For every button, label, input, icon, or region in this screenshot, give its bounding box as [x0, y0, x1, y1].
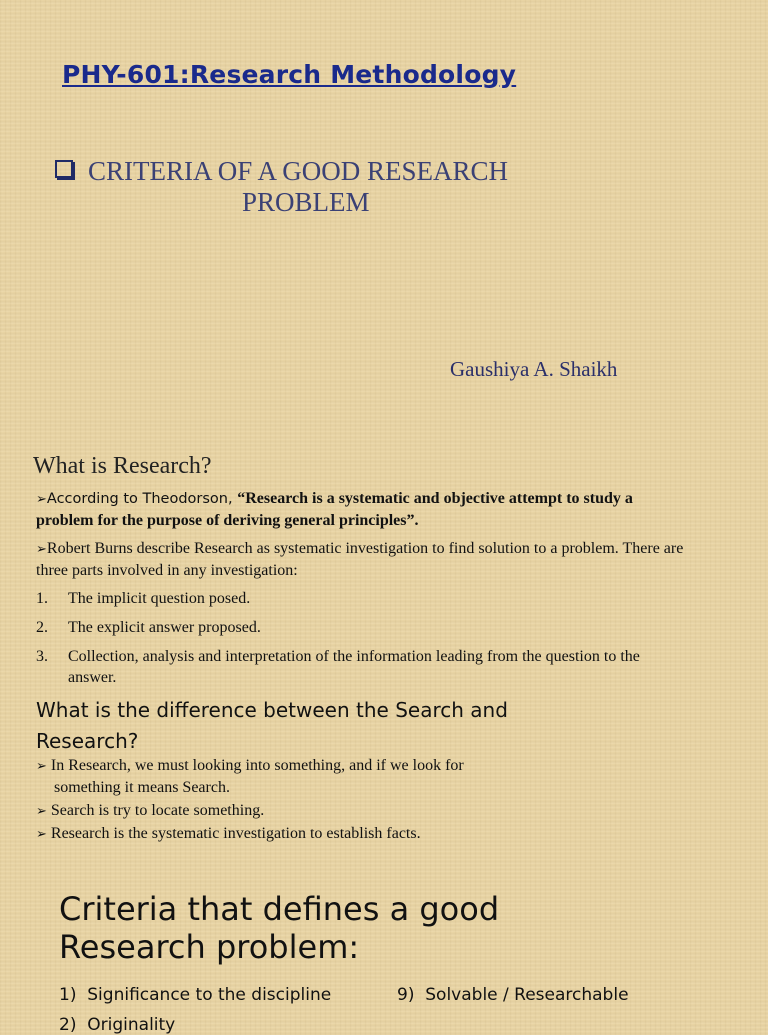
burns-definition	[36, 538, 696, 581]
theodorson-intro: According to Theodorson,	[46, 491, 238, 507]
list-text: The implicit question posed.	[68, 590, 251, 607]
list-text: Search is try to locate something.	[50, 802, 265, 819]
arrow-bullet-icon: ➢	[36, 542, 47, 557]
list-item	[36, 646, 676, 690]
list-number: 3.	[36, 648, 48, 665]
list-item	[36, 588, 676, 610]
list-item	[36, 755, 576, 798]
criteria-number: 1)	[59, 985, 77, 1005]
arrow-bullet-icon: ➢	[36, 759, 47, 774]
list-item	[36, 823, 421, 845]
list-number: 1.	[36, 590, 48, 607]
list-item	[36, 800, 264, 822]
criteria-text: Originality	[87, 1015, 176, 1035]
list-number: 2.	[36, 619, 48, 636]
list-text: Research is the systematic investigation to establish facts.	[50, 825, 421, 842]
heading-what-is-research: What is Research?	[33, 453, 212, 479]
theodorson-definition	[36, 488, 676, 531]
list-text-continued: something it means Search.	[54, 779, 230, 796]
criteria-item	[59, 1015, 175, 1035]
criteria-number: 9)	[397, 985, 415, 1005]
subtitle-line-1: CRITERIA OF A GOOD RESEARCH	[88, 156, 509, 186]
course-title: PHY-601:Research Methodology	[62, 60, 517, 89]
heading-criteria: Criteria that defines a good Research problem:	[59, 890, 500, 966]
list-text: Collection, analysis and interpretation of the information leading from the question to the answer.	[68, 648, 640, 686]
criteria-text: Significance to the discipline	[87, 985, 332, 1005]
arrow-bullet-icon: ➢	[36, 827, 47, 842]
burns-text: Robert Burns describe Research as systematic investigation to find solution to a problem. There are three parts involved in any investigation:	[36, 540, 684, 579]
arrow-bullet-icon: ➢	[36, 492, 47, 507]
arrow-bullet-icon: ➢	[36, 804, 47, 819]
heading-search-vs-research: What is the difference between the Search and Research?	[36, 698, 508, 753]
square-bullet-icon	[55, 160, 73, 178]
criteria-number: 2)	[59, 1015, 77, 1035]
author-name: Gaushiya A. Shaikh	[450, 357, 618, 381]
list-text: In Research, we must looking into something, and if we look for	[50, 757, 464, 774]
criteria-text: Solvable / Researchable	[425, 985, 629, 1005]
criteria-item	[59, 985, 331, 1005]
list-text: The explicit answer proposed.	[68, 619, 261, 636]
subtitle-line-2: PROBLEM	[242, 187, 370, 217]
criteria-item	[397, 985, 629, 1005]
theodorson-quote: “Research is a systematic and objective attempt to study a problem for the purpose of deriving general principles”.	[36, 490, 633, 529]
list-item	[36, 617, 676, 639]
